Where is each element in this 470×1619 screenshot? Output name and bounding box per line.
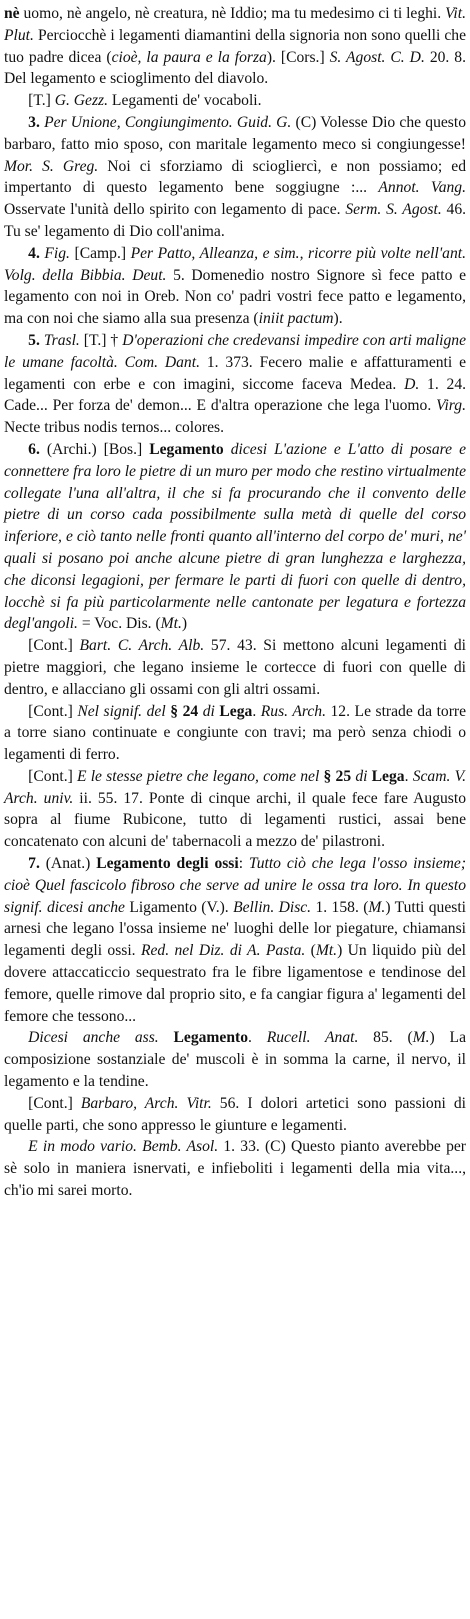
text-segment: Ligamento (V.).: [124, 898, 234, 916]
text-segment: 1. 158. (: [311, 898, 369, 916]
text-segment: G. Gezz.: [54, 92, 109, 110]
text-segment: M.: [368, 898, 386, 916]
text-segment: Necte tribus nodis ternos... colores.: [4, 419, 224, 437]
text-segment: Fig.: [44, 244, 70, 262]
text-segment: :: [238, 855, 249, 873]
text-segment: Red. nel Diz. di A. Pasta.: [140, 942, 306, 960]
text-segment: ii. 55. 17. Ponte di cinque archi, il quale fece fare Augusto sopra al fiume Rubicone, tutto di legamenti rustici, assai bene concatenato con alcuni de' tabernacoli a mezzo de' pilastroni.: [4, 789, 466, 851]
text-segment: Legamento: [158, 1029, 249, 1047]
text-segment: = Voc. Dis. (: [77, 615, 161, 633]
text-segment: 56. I dolori artetici sono passioni di quelle parti, che sono appresso le giunture e legamenti.: [4, 1094, 466, 1134]
entry-paragraph-dicesi-ass: [4, 1027, 466, 1092]
text-segment: § 24: [165, 702, 203, 720]
entry-paragraph-modo-vario: [4, 1136, 466, 1201]
text-segment: .: [404, 767, 413, 785]
text-segment: M.: [412, 1029, 430, 1047]
text-segment: Per Patto, Alleanza, e sim., ricorre più volte nell'ant. Volg. della Bibbia. Deut.: [4, 244, 466, 284]
text-segment: Trasl.: [43, 331, 80, 349]
entry-paragraph-cont-bart: [4, 635, 466, 700]
text-segment: Serm. S. Agost.: [345, 201, 442, 219]
text-segment: Vit. Plut.: [4, 5, 466, 44]
text-segment: D'operazioni che credevansi impedire con arti maligne le umane facoltà. Com. Dant.: [4, 331, 466, 371]
text-segment: 4.: [28, 244, 45, 262]
text-segment: Nel signif. del: [77, 702, 166, 720]
text-segment: Mt.: [315, 942, 338, 960]
entry-paragraph-sense-5: [4, 330, 466, 439]
text-segment: 1. 24. Cade... Per forza de' demon... E d'altra operazione che lega l'uomo.: [4, 375, 467, 415]
text-segment: E in modo vario. Bemb. Asol.: [28, 1138, 219, 1156]
text-segment: [Cont.]: [28, 1094, 81, 1112]
text-segment: (C) Volesse Dio che questo barbaro, fatto mio sposo, con maritale legamento meco si congiungesse!: [4, 113, 466, 153]
text-segment: Barbaro, Arch. Vitr.: [80, 1094, 212, 1112]
text-segment: Perciocchè i legamenti diamantini della signoria non sono quelli che tuo padre dicea (: [4, 26, 466, 66]
text-segment: [Cont.]: [28, 702, 78, 720]
entry-paragraph-sense-7: [4, 853, 466, 1027]
text-segment: Annot. Vang.: [378, 179, 466, 197]
text-segment: 1. 373. Fecero malie e affatturamenti e legamenti con erbe e con imagini, siccome faceva Medea.: [4, 353, 466, 393]
text-segment: Bart. C. Arch. Alb.: [79, 637, 205, 655]
text-segment: 5.: [28, 331, 44, 349]
text-segment: Rus. Arch.: [260, 702, 326, 720]
text-segment: 7.: [28, 855, 46, 873]
text-segment: Lega: [367, 767, 405, 785]
entry-paragraph-tag-gezz: [4, 90, 466, 112]
text-segment: Rucell. Anat.: [266, 1029, 359, 1047]
text-segment: [Cont.]: [28, 767, 77, 785]
dictionary-page: [4, 0, 466, 1202]
entry-paragraph-cont-rus: [4, 701, 466, 766]
text-segment: ): [181, 615, 188, 633]
text-segment: ).: [333, 310, 343, 328]
text-segment: cioè, la paura e la forza: [111, 48, 267, 66]
text-segment: 5. Domenedio nostro Signore sì fece patto e legamento con noi in Oreb. Non co' padri vostri fece patto e legamento, ma con noi che siamo alla sua presenza (: [4, 266, 467, 328]
text-segment: S. Agost. C. D.: [329, 48, 425, 66]
text-segment: 46. Tu se' legamento di Dio coll'anima.: [4, 201, 467, 240]
text-segment: Legamenti de' vocaboli.: [108, 92, 262, 110]
text-segment: E le stesse pietre che legano, come nel: [77, 767, 320, 785]
text-segment: Virg.: [436, 397, 466, 415]
text-segment: [Cont.]: [28, 637, 80, 655]
text-segment: iniit pactum: [258, 310, 334, 328]
text-segment: Bellin. Disc.: [233, 898, 312, 916]
text-segment: Legamento degli ossi: [96, 855, 239, 873]
text-segment: Mt.: [160, 615, 182, 633]
text-segment: .: [252, 702, 261, 720]
text-segment: [Camp.]: [69, 244, 131, 262]
text-segment: (: [305, 942, 316, 960]
text-segment: Tutto ciò che lega l'osso insieme; cioè Quel fascicolo fibroso che serve ad unire le ossa tra loro. In questo signif. dicesi anche: [4, 855, 467, 916]
text-segment: [T.]: [28, 92, 55, 110]
text-segment: 20. 8. Del legamento e scioglimento del diavolo.: [4, 48, 466, 88]
text-segment: di: [355, 767, 368, 785]
text-segment: nè: [4, 5, 20, 22]
text-segment: ) Tutti questi arnesi che legano l'ossa insieme ne' luoghi delle lor piegature, chiamansi legamenti degli ossi.: [4, 898, 467, 960]
text-segment: .: [248, 1029, 267, 1047]
text-segment: § 25: [319, 767, 356, 785]
text-segment: Mor. S. Greg.: [4, 157, 99, 175]
entry-paragraph-cont-barbaro: [4, 1093, 466, 1137]
entry-paragraph-sense-6: [4, 439, 466, 635]
text-segment: Per Unione, Congiungimento. Guid. G.: [44, 113, 292, 131]
text-segment: 12. Le strade da torre a torre siano continuate e congiunte con travi; ma però senza chiodi o legamenti di ferro.: [4, 702, 467, 764]
entry-paragraph-cont-scam: [4, 766, 466, 853]
entry-paragraph-cont-3: [4, 3, 466, 90]
text-segment: Legamento: [149, 440, 224, 458]
text-segment: (Archi.) [Bos.]: [46, 440, 150, 458]
text-segment: ) Un liquido più del dovere attaccaticcio sequestrato fra le fibre ligamentose e tendinose del femore, quelle rimove dal proprio sito, e fa cangiar figura a' legamenti del femore che tessono...: [4, 942, 467, 1025]
text-segment: ). [Cors.]: [266, 48, 330, 66]
text-segment: uomo, nè angelo, nè creatura, nè Iddio; ma tu medesimo ci ti leghi.: [19, 5, 446, 22]
text-segment: Scam. V. Arch. univ.: [4, 767, 466, 807]
text-segment: (Anat.): [45, 855, 97, 873]
text-segment: Lega: [214, 702, 253, 720]
text-segment: Noi ci sforziamo di sciogliercì, e non possiamo; ed impertanto di questo legamento bene soggiugne :...: [4, 157, 466, 197]
text-segment: di: [202, 702, 215, 720]
text-segment: [T.] †: [79, 331, 123, 349]
text-segment: 3.: [28, 113, 45, 131]
entry-paragraph-sense-4: [4, 243, 466, 330]
text-segment: 6.: [28, 440, 47, 458]
text-segment: Osservate l'unità dello spirito con legamento di pace.: [4, 201, 346, 219]
text-segment: ) La composizione sostanziale de' muscoli è in somma la carne, il nervo, il legamento e la tendine.: [4, 1029, 466, 1091]
text-segment: dicesi L'azione e L'atto di posare e connettere fra loro le pietre di un muro per modo che restino virtualmente collegate l'una all'altra, il che si fa procurando che il convento delle pietre di un corso cada possibilmente sulla metà di quelle del corso inferiore, e ciò tanto nelle fronti quanto all'interno del corpo de' muri, ne' quali si posano poi anche alcune pietre di gran lunghezza e larghezza, che diconsi legagioni, per fermare le parti di fuori con quelle di dentro, locchè si fa più particolarmente nelle cantonate per legatura e fortezza degl'angoli.: [4, 440, 466, 633]
entry-paragraph-sense-3: [4, 112, 466, 243]
text-segment: 57. 43. Si mettono alcuni legamenti di pietre maggiori, che legano insieme le cortecce di fuori con quelle di dentro, e allacciano gli ossami con gli altri ossami.: [4, 637, 466, 698]
text-segment: 1. 33. (C) Questo pianto averebbe per sè solo in maniera isnervati, e infieboliti i legamenti della mia vita..., ch'io mi sarei morto.: [4, 1138, 466, 1200]
text-segment: D.: [404, 375, 420, 393]
text-segment: Dicesi anche ass.: [28, 1029, 159, 1047]
text-segment: 85. (: [358, 1029, 413, 1047]
